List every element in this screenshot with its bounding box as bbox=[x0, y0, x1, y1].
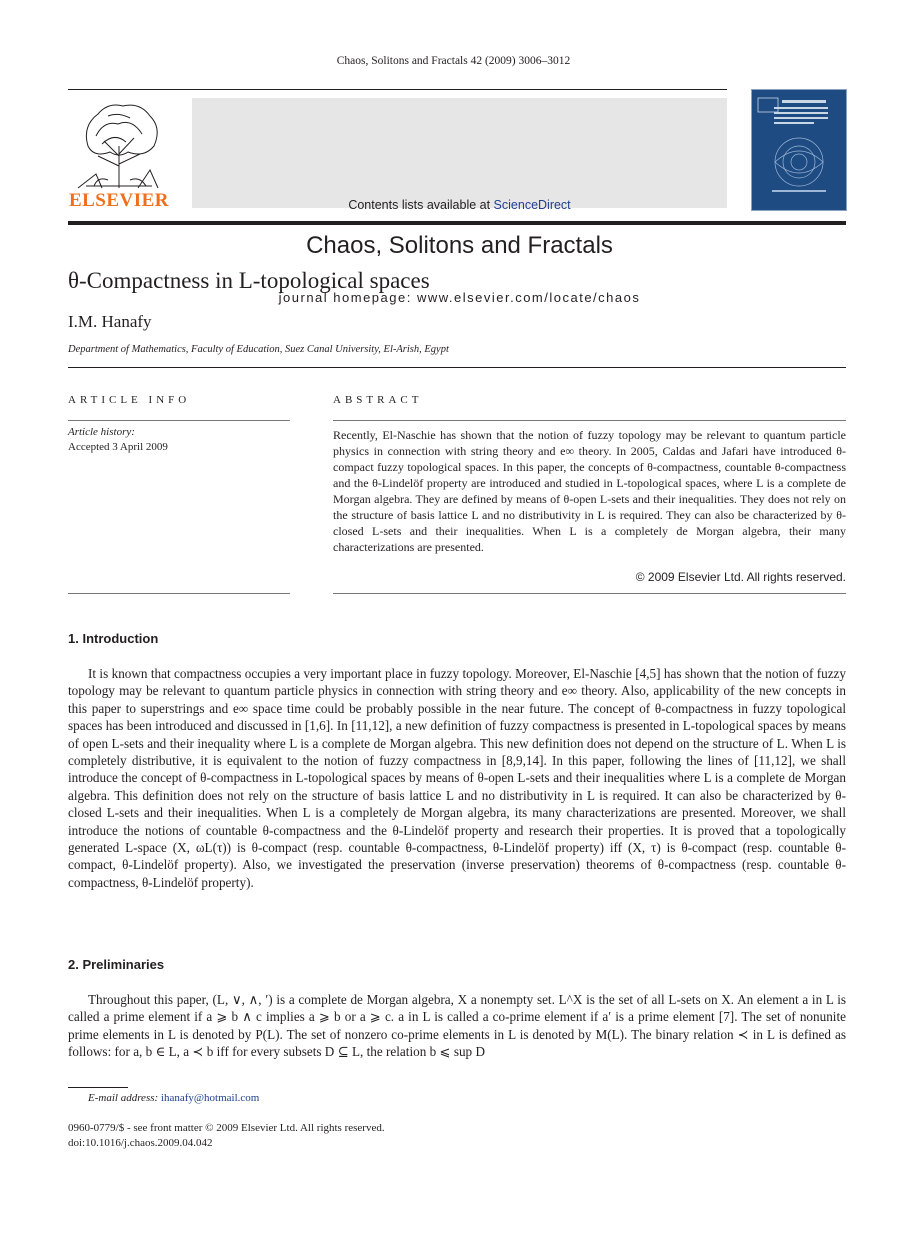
issn-line: 0960-0779/$ - see front matter © 2009 Elsevier Ltd. All rights reserved. bbox=[68, 1122, 385, 1134]
intro-body bbox=[68, 665, 846, 891]
footnote-rule bbox=[68, 1087, 128, 1088]
email-link[interactable]: ihanafy@hotmail.com bbox=[160, 1092, 260, 1104]
contents-prefix: Contents lists available at bbox=[348, 198, 494, 212]
info-rule bbox=[68, 420, 290, 421]
email-label: E-mail address: bbox=[88, 1092, 159, 1104]
header-thick-rule bbox=[68, 221, 846, 225]
prelim-heading: 2. Preliminaries bbox=[68, 957, 165, 972]
publisher-name: ELSEVIER bbox=[68, 190, 170, 211]
doi-line[interactable]: doi:10.1016/j.chaos.2009.04.042 bbox=[68, 1137, 213, 1149]
abstract-text: Recently, El-Naschie has shown that the notion of fuzzy topology may be relevant to quantum particle physics in connection with string theory and e∞ theory. In 2005, Caldas and Jafari have introduced θ-compact fuzzy topological spaces. In this paper, the concepts of θ-compactness, countable θ-compactness and the θ-Lindelöf property are introduced and studied in L-topological spaces, where L is a complete de Morgan algebra. They are defined by means of θ-open L-sets and their inequalities. They does not rely on the structure of basis lattice L and no distributivity in L is required. They can also be characterized by θ-closed L-sets and their inequalities. When L is a completely de Morgan algebra, their many characterizations are presented. bbox=[333, 428, 846, 554]
abstract-bottom-rule bbox=[333, 593, 846, 594]
intro-paragraph: It is known that compactness occupies a very important place in fuzzy topology. Moreover, El-Naschie [4,5] has shown that the notion of fuzzy topology may be relevant to quantum particle physics in connection with string theory and e∞ theory. Also, applicability of the new concepts in this paper to superstrings and e∞ space time could be probably possible in the near future. The concept of θ-compactness in fuzzy topological spaces has been introduced and discussed in [1,6]. In [11,12], a new definition of fuzzy compactness is presented in L-topological spaces by means of open L-sets and their inequality where L is a complete de Morgan algebra. This new definition does not depend on the structure of L. When L is completely distributive, it is equivalent to the notion of fuzzy compactness in [8,9,14]. In this paper, following the lines of [11,12], we shall introduce the concept of θ-compactness in L-topological spaces by means of θ-open L-sets and their inequalities where L is a complete de Morgan algebra. This definition does not rely on the structure of basis lattice L and no distributivity in L is required. It can also be characterized by θ-closed L-sets and their inequalities. When L is a completely de Morgan algebra, its many characterizations are presented. Moreover, we shall introduce the notions of countable θ-compactness and the θ-Lindelöf property and research their properties. It is proved that a topologically generated L-space (X, ωL(τ)) is θ-compact (resp. countable θ-compactness, θ-Lindelöf property) iff (X, τ) is θ-compact (resp. countable θ-compact, θ-Lindelöf property). Also, we investigated the preservation (inverse preservation) theorems of θ-compactness (resp. countable θ-compactness, θ-Lindelöf property). bbox=[68, 666, 846, 890]
journal-cover-image bbox=[751, 89, 847, 211]
accepted-date: Accepted 3 April 2009 bbox=[68, 441, 168, 453]
abstract-rule bbox=[333, 420, 846, 421]
sciencedirect-link[interactable]: ScienceDirect bbox=[493, 198, 571, 212]
header-rule bbox=[68, 89, 727, 90]
author-affiliation: Department of Mathematics, Faculty of Education, Suez Canal University, El-Arish, Egypt bbox=[68, 344, 449, 355]
journal-title: Chaos, Solitons and Fractals bbox=[306, 232, 613, 259]
article-title: θ-Compactness in L-topological spaces bbox=[68, 268, 430, 293]
history-label: Article history: bbox=[68, 426, 135, 438]
title-rule bbox=[68, 367, 846, 368]
elsevier-tree-icon bbox=[68, 96, 170, 191]
article-author: I.M. Hanafy bbox=[68, 312, 152, 331]
article-info-heading: ARTICLE INFO bbox=[68, 394, 191, 406]
info-bottom-rule bbox=[68, 593, 290, 594]
intro-heading: 1. Introduction bbox=[68, 631, 159, 646]
abstract-heading: ABSTRACT bbox=[333, 394, 423, 406]
elsevier-logo bbox=[68, 96, 170, 212]
journal-homepage[interactable]: journal homepage: www.elsevier.com/locate/chaos bbox=[278, 290, 641, 305]
prelim-body bbox=[68, 991, 846, 1061]
abstract-copyright: © 2009 Elsevier Ltd. All rights reserved. bbox=[635, 570, 846, 584]
contents-line bbox=[192, 198, 727, 212]
email-footnote bbox=[88, 1092, 259, 1104]
journal-citation: Chaos, Solitons and Fractals 42 (2009) 3006–3012 bbox=[336, 55, 571, 67]
prelim-paragraph: Throughout this paper, (L, ∨, ∧, ′) is a complete de Morgan algebra, X a nonempty set. L^X is the set of all L-sets on X. An element a in L is called a prime element if a ⩾ b ∧ c implies a ⩾ b or a ⩾ c. a in L is called a co-prime element if a′ is a prime element [7]. The set of nonunite prime elements in L is denoted by P(L). The set of nonzero co-prime elements in L is denoted by M(L). The binary relation ≺ in L is defined as follows: for a, b ∈ L, a ≺ b iff for every subsets D ⊆ L, the relation b ⩽ sup D bbox=[68, 992, 846, 1060]
cover-art-icon bbox=[752, 90, 846, 210]
